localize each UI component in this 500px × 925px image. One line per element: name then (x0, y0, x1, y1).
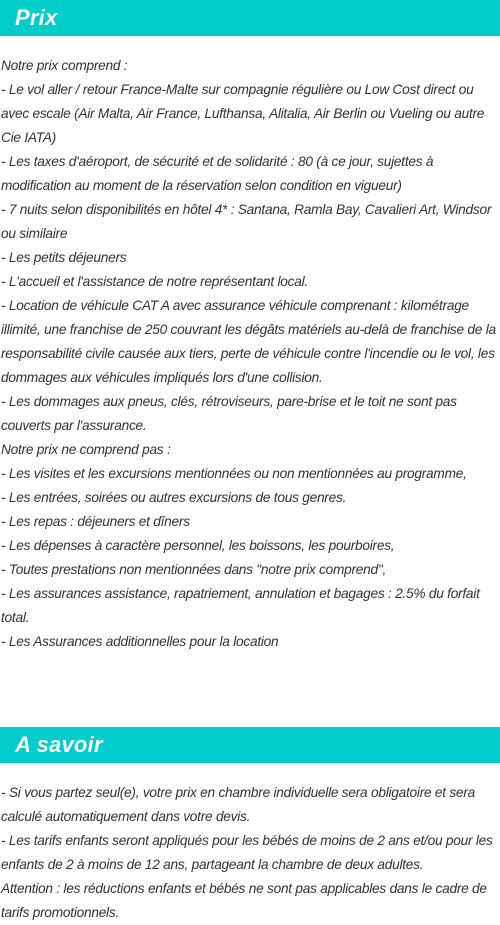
prix-line: - Les petits déjeuners (1, 250, 127, 265)
savoir-line: Attention : les réductions enfants et bébés ne sont pas applicables dans le cadre de tarifs promotionnels. (1, 881, 487, 920)
prix-line: - Les entrées, soirées ou autres excursions de tous genres. (1, 490, 347, 505)
prix-line: - Les taxes d'aéroport, de sécurité et de solidarité : 80 (à ce jour, sujettes à modification au moment de la réservation selon condition en vigueur) (1, 154, 434, 193)
prix-section-title: Prix (15, 5, 58, 30)
prix-line: - Les dépenses à caractère personnel, les boissons, les pourboires, (1, 538, 395, 553)
prix-line: - Toutes prestations non mentionnées dans "notre prix comprend", (1, 562, 387, 577)
savoir-section-header (0, 727, 500, 763)
prix-line: - Les visites et les excursions mentionnées ou non mentionnées au programme, (1, 466, 467, 481)
prix-line: - Les assurances assistance, rapatriement, annulation et bagages : 2.5% du forfait total. (1, 586, 480, 625)
savoir-section-title: A savoir (15, 732, 103, 757)
prix-section-body (0, 54, 500, 654)
prix-line: - L'accueil et l'assistance de notre représentant local. (1, 274, 308, 289)
savoir-section-body (0, 781, 500, 925)
prix-line: - Les Assurances additionnelles pour la location (1, 634, 279, 649)
savoir-line: - Les tarifs enfants seront appliqués pour les bébés de moins de 2 ans et/ou pour les enfants de 2 à moins de 12 ans, partageant la chambre de deux adultes. (1, 833, 493, 872)
prix-line: Notre prix comprend : (1, 58, 128, 73)
savoir-line: - Si vous partez seul(e), votre prix en chambre individuelle sera obligatoire et sera calculé automatiquement dans votre devis. (1, 785, 476, 824)
prix-line: Notre prix ne comprend pas : (1, 442, 171, 457)
prix-section-header (0, 0, 500, 36)
prix-line: - 7 nuits selon disponibilités en hôtel 4* : Santana, Ramla Bay, Cavalieri Art, Windsor ou similaire (1, 202, 492, 241)
prix-line: - Les repas : déjeuners et dîners (1, 514, 190, 529)
prix-line: - Les dommages aux pneus, clés, rétroviseurs, pare-brise et le toit ne sont pas couverts par l'assurance. (1, 394, 457, 433)
prix-line: - Le vol aller / retour France-Malte sur compagnie régulière ou Low Cost direct ou avec escale (Air Malta, Air France, Lufthansa, Alitalia, Air Berlin ou Vueling ou autre Cie IATA) (1, 82, 485, 145)
prix-line: - Location de véhicule CAT A avec assurance véhicule comprenant : kilométrage illimité, une franchise de 250 couvrant les dégâts matériels au-delà de franchise de la responsabilité civile causée aux tiers, perte de véhicule contre l'incendie ou le vol, les dommages aux véhicules impliqués lors d'une collision. (1, 298, 496, 385)
